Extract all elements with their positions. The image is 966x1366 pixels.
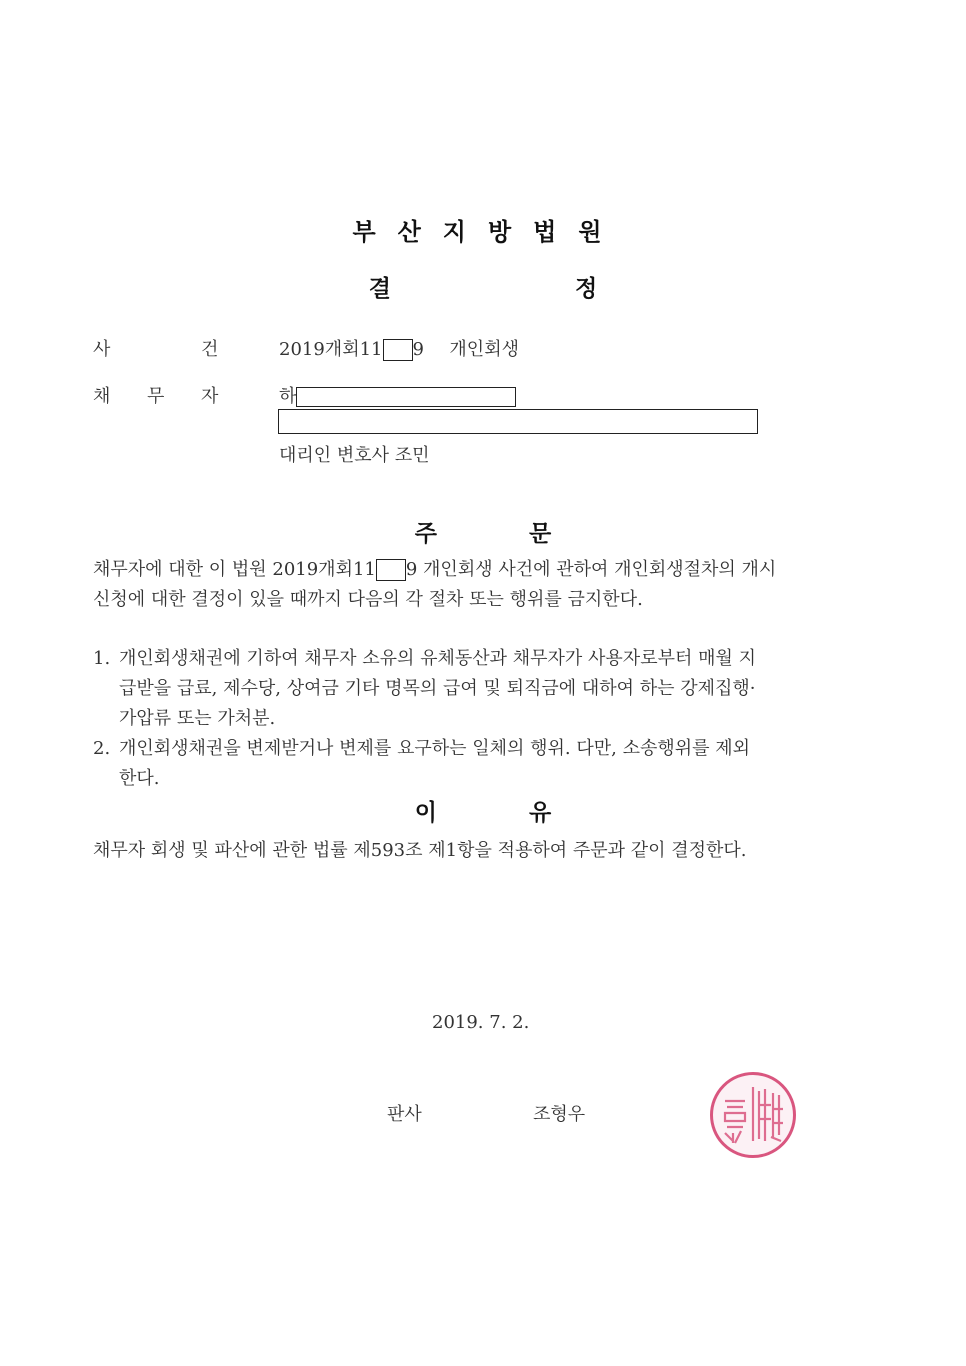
court-name: 부산지방법원 bbox=[352, 218, 624, 246]
redacted-box bbox=[376, 559, 406, 581]
document-type-char-1: 결 bbox=[368, 276, 391, 302]
order-item-2: 2. 개인회생채권을 변제받거나 변제를 요구하는 일체의 행위. 다만, 소송행위를 제외 한다. bbox=[93, 738, 751, 789]
judge-title: 판사 bbox=[387, 1104, 422, 1125]
order-heading: 주 문 bbox=[414, 521, 552, 547]
case-number-suffix: 9 bbox=[412, 339, 424, 360]
judge-name: 조형우 bbox=[533, 1104, 586, 1125]
redacted-box bbox=[383, 339, 413, 361]
document-type-char-2: 정 bbox=[575, 276, 598, 302]
case-value bbox=[279, 335, 519, 361]
redacted-address-box bbox=[278, 409, 758, 434]
debtor-label: 채 무 자 bbox=[93, 386, 219, 407]
reason-text: 채무자 회생 및 파산에 관한 법률 제593조 제1항을 적용하여 주문과 같이 결정한다. bbox=[93, 840, 747, 861]
case-label: 사 건 bbox=[93, 339, 219, 360]
order-item-1: 1. 개인회생채권에 기하여 채무자 소유의 유체동산과 채무자가 사용자로부터 매월 지 급받을 급료, 제수당, 상여금 기타 명목의 급여 및 퇴직금에 대하여 하는 강제집행· 가압류 또는 가처분. bbox=[93, 648, 756, 729]
redacted-name-box bbox=[296, 387, 516, 407]
decision-date: 2019. 7. 2. bbox=[432, 1012, 530, 1033]
debtor-representative: 대리인 변호사 조민 bbox=[279, 445, 430, 466]
order-items-list bbox=[93, 644, 883, 794]
case-number-prefix: 2019개회11 bbox=[279, 339, 383, 360]
case-type: 개인회생 bbox=[449, 339, 519, 360]
order-intro: 채무자에 대한 이 법원 2019개회11 9 개인회생 사건에 관하여 개인회생절차의 개시 신청에 대한 결정이 있을 때까지 다음의 각 절차 또는 행위를 금지한다. bbox=[93, 559, 777, 610]
document-type-title bbox=[0, 270, 966, 303]
court-seal-icon bbox=[710, 1072, 796, 1158]
debtor-name: 하 bbox=[279, 382, 516, 408]
seal-glyphs-icon bbox=[713, 1075, 793, 1155]
reason-heading: 이 유 bbox=[414, 800, 552, 826]
